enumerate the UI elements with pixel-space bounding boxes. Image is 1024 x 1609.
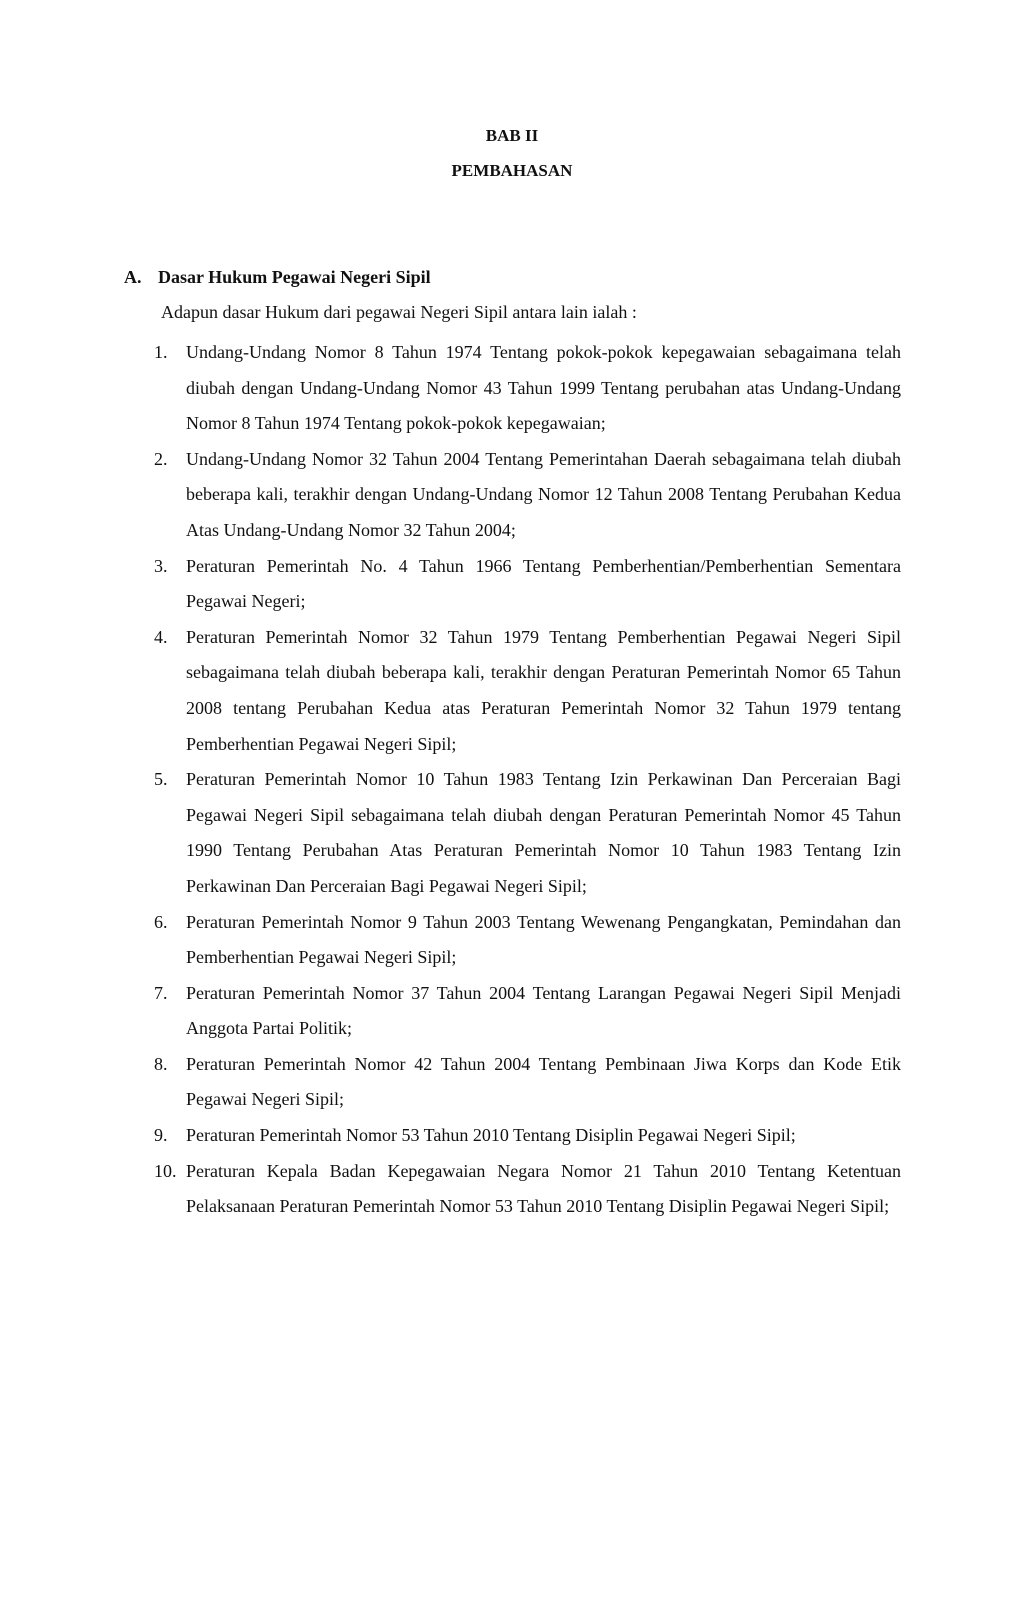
- section-letter: A.: [124, 267, 142, 287]
- list-item-number: 10.: [154, 1160, 177, 1181]
- list-item: [154, 905, 901, 976]
- section-heading: [124, 264, 431, 290]
- list-item-number: 1.: [154, 342, 168, 362]
- list-item-text: Peraturan Pemerintah Nomor 32 Tahun 1979 Tentang Pemberhentian Pegawai Negeri Sipil sebagaimana telah diubah beberapa kali, terakhir dengan Peraturan Pemerintah Nomor 65 Tahun 2008 tentang Perubahan Kedua atas Peraturan Pemerintah Nomor 32 Tahun 1979 tentang Pemberhentian Pegawai Negeri Sipil;: [186, 626, 901, 754]
- list-item-number: 5.: [154, 769, 168, 790]
- list-item-number: 7.: [154, 982, 168, 1003]
- list-item-text: Peraturan Kepala Badan Kepegawaian Negara Nomor 21 Tahun 2010 Tentang Ketentuan Pelaksanaan Peraturan Pemerintah Nomor 53 Tahun 2010 Tentang Disiplin Pegawai Negeri Sipil;: [186, 1160, 901, 1217]
- list-item: [154, 1118, 901, 1154]
- list-item-number: 8.: [154, 1053, 168, 1074]
- list-item: [154, 762, 901, 904]
- list-item: [154, 1154, 901, 1225]
- list-item: [154, 976, 901, 1047]
- list-item: [154, 335, 901, 442]
- legal-basis-list: [154, 335, 901, 1225]
- list-item-number: 2.: [154, 448, 168, 469]
- list-item-number: 4.: [154, 626, 168, 647]
- list-item-text: Peraturan Pemerintah Nomor 10 Tahun 1983 Tentang Izin Perkawinan Dan Perceraian Bagi Pegawai Negeri Sipil sebagaimana telah diubah dengan Peraturan Pemerintah Nomor 45 Tahun 1990 Tentang Perubahan Atas Peraturan Pemerintah Nomor 10 Tahun 1983 Tentang Izin Perkawinan Dan Perceraian Bagi Pegawai Negeri Sipil;: [186, 769, 901, 896]
- chapter-title: PEMBAHASAN: [451, 161, 573, 180]
- list-item-text: Peraturan Pemerintah Nomor 53 Tahun 2010 Tentang Disiplin Pegawai Negeri Sipil;: [186, 1125, 796, 1146]
- list-item-text: Peraturan Pemerintah Nomor 37 Tahun 2004 Tentang Larangan Pegawai Negeri Sipil Menjadi Anggota Partai Politik;: [186, 982, 901, 1039]
- list-item: [154, 442, 901, 549]
- list-item: [154, 1047, 901, 1118]
- list-item-text: Undang-Undang Nomor 8 Tahun 1974 Tentang pokok-pokok kepegawaian sebagaimana telah diubah dengan Undang-Undang Nomor 43 Tahun 1999 Tentang perubahan atas Undang-Undang Nomor 8 Tahun 1974 Tentang pokok-pokok kepegawaian;: [186, 342, 901, 434]
- list-item: [154, 549, 901, 620]
- chapter-number: BAB II: [485, 126, 539, 145]
- list-item-number: 6.: [154, 911, 168, 932]
- section-title: Dasar Hukum Pegawai Negeri Sipil: [158, 267, 431, 287]
- list-item-number: 3.: [154, 555, 168, 576]
- list-item-text: Peraturan Pemerintah No. 4 Tahun 1966 Tentang Pemberhentian/Pemberhentian Sementara Pegawai Negeri;: [186, 555, 901, 612]
- list-item-text: Undang-Undang Nomor 32 Tahun 2004 Tentang Pemerintahan Daerah sebagaimana telah diubah beberapa kali, terakhir dengan Undang-Undang Nomor 12 Tahun 2008 Tentang Perubahan Kedua Atas Undang-Undang Nomor 32 Tahun 2004;: [186, 448, 901, 540]
- list-item: [154, 620, 901, 762]
- list-item-text: Peraturan Pemerintah Nomor 42 Tahun 2004 Tentang Pembinaan Jiwa Korps dan Kode Etik Pegawai Negeri Sipil;: [186, 1053, 901, 1110]
- section-intro: Adapun dasar Hukum dari pegawai Negeri Sipil antara lain ialah :: [161, 302, 637, 322]
- list-item-number: 9.: [154, 1125, 168, 1146]
- list-item-text: Peraturan Pemerintah Nomor 9 Tahun 2003 Tentang Wewenang Pengangkatan, Pemindahan dan Pemberhentian Pegawai Negeri Sipil;: [186, 911, 901, 968]
